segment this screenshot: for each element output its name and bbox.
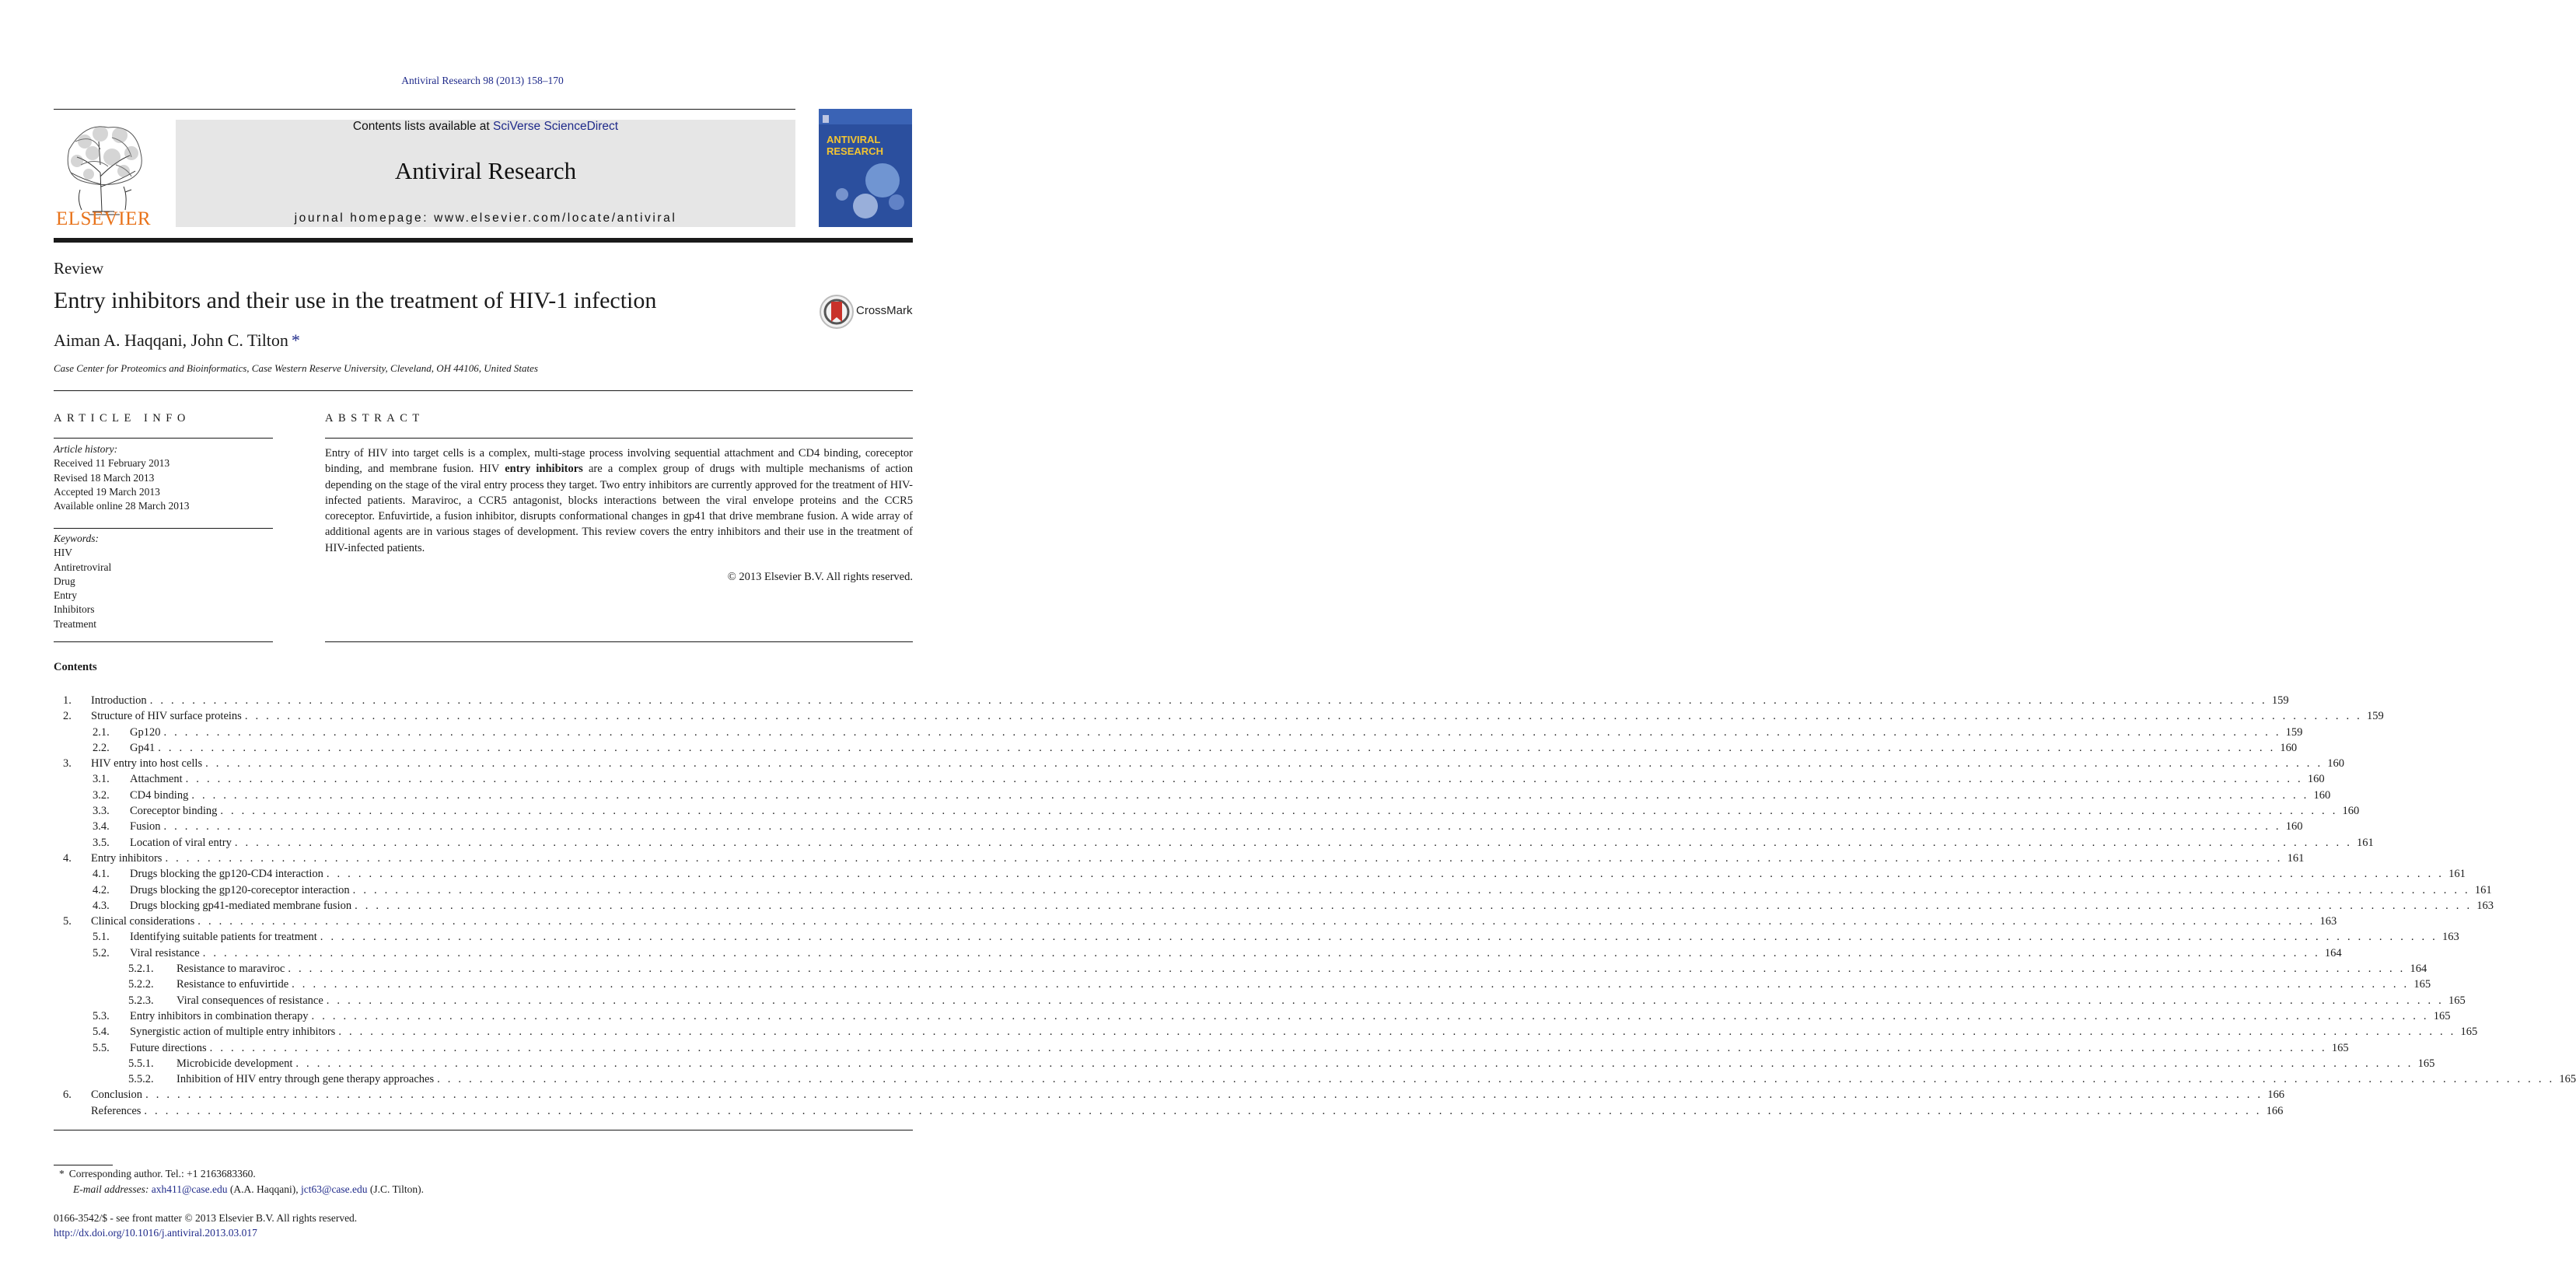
corresponding-footnote: * Corresponding author. Tel.: +1 2163683360. [59, 1168, 256, 1179]
article-authors [54, 330, 300, 351]
email-link-haqqani[interactable]: axh411@case.edu [151, 1183, 228, 1195]
toc-entry-title[interactable]: Synergistic action of multiple entry inhibitors [130, 1024, 338, 1040]
article-info-rule-mid [54, 528, 273, 529]
toc-entry-page: 164 [2320, 945, 2342, 961]
toc-entry-title[interactable]: HIV entry into host cells [91, 756, 205, 771]
toc-entry-number: 5.2.1. [128, 963, 154, 976]
toc-entry-title[interactable]: Drugs blocking the gp120-coreceptor interaction [130, 882, 353, 898]
toc-entry-title[interactable]: References [91, 1103, 144, 1119]
toc-entry-title[interactable]: Coreceptor binding [130, 803, 220, 819]
toc-entry-page: 165 [2444, 993, 2466, 1008]
toc-entry-number: 5.2.2. [128, 978, 154, 991]
article-type: Review [54, 259, 104, 278]
toc-leader-dots: . . . . . . . . . . . . . . . . . . . . . . . . . . . . . . . . . . . . . . . . . . . . . . . . . . . . . . . . . . . . . . . . . . . . . . . . . . . . . . . . . . . . . . . . . . . . . . . . . . . . . . . . . . . . . . . . . . . . . . . . . . . . . . . . . . . . . . . . . . . . . . . . . . . . . . . . . . . . . . . . . . . . . . . . . . . . . . . . . . . . . . . . . . . . . . . . . . . . . . . . [295, 1057, 2413, 1070]
keyword-item: Drug [54, 575, 75, 587]
toc-leader-dots: . . . . . . . . . . . . . . . . . . . . . . . . . . . . . . . . . . . . . . . . . . . . . . . . . . . . . . . . . . . . . . . . . . . . . . . . . . . . . . . . . . . . . . . . . . . . . . . . . . . . . . . . . . . . . . . . . . . . . . . . . . . . . . . . . . . . . . . . . . . . . . . . . . . . . . . . . . . . . . . . . . . . . . . . . . . . . . . . . . . . . . . . . . . . . . . . . . . . . . . . [163, 725, 2281, 739]
toc-entry-page: 160 [2281, 819, 2303, 834]
toc-leader-dots: . . . . . . . . . . . . . . . . . . . . . . . . . . . . . . . . . . . . . . . . . . . . . . . . . . . . . . . . . . . . . . . . . . . . . . . . . . . . . . . . . . . . . . . . . . . . . . . . . . . . . . . . . . . . . . . . . . . . . . . . . . . . . . . . . . . . . . . . . . . . . . . . . . . . . . . . . . . . . . . . . . . . . . . . . . . . . . . . . . . . . . . . . . . . . . . . . . . . . . . . [288, 963, 2406, 976]
article-info-heading: ARTICLE INFO [54, 412, 190, 425]
toc-entry-title[interactable]: Resistance to enfuvirtide [177, 977, 292, 992]
toc-entry[interactable] [54, 977, 2431, 992]
toc-entry-number: 1. [63, 694, 72, 707]
journal-title: Antiviral Research [394, 157, 577, 184]
abstract-bold-term: entry inhibitors [505, 463, 583, 476]
corresponding-author-mark[interactable]: * [291, 330, 300, 350]
toc-entry-number: 5.5.2. [128, 1073, 154, 1086]
toc-entry[interactable] [54, 1024, 2478, 1040]
toc-entry-title[interactable]: Resistance to maraviroc [177, 961, 288, 977]
toc-leader-dots: . . . . . . . . . . . . . . . . . . . . . . . . . . . . . . . . . . . . . . . . . . . . . . . . . . . . . . . . . . . . . . . . . . . . . . . . . . . . . . . . . . . . . . . . . . . . . . . . . . . . . . . . . . . . . . . . . . . . . . . . . . . . . . . . . . . . . . . . . . . . . . . . . . . . . . . . . . . . . . . . . . . . . . . . . . . . . . . . . . . . . . . . . . . . . . . . . . . . . . . . [158, 741, 2276, 754]
toc-entry-page: 163 [2472, 898, 2494, 914]
toc-entry[interactable] [54, 866, 2466, 882]
toc-entry[interactable] [54, 993, 2466, 1008]
toc-entry-number: 5.2. [93, 946, 110, 959]
toc-entry[interactable] [54, 898, 2494, 914]
toc-leader-dots: . . . . . . . . . . . . . . . . . . . . . . . . . . . . . . . . . . . . . . . . . . . . . . . . . . . . . . . . . . . . . . . . . . . . . . . . . . . . . . . . . . . . . . . . . . . . . . . . . . . . . . . . . . . . . . . . . . . . . . . . . . . . . . . . . . . . . . . . . . . . . . . . . . . . . . . . . . . . . . . . . . . . . . . . . . . . . . . . . . . . . . . . . . . . . . . . . . . . . . . . [145, 1089, 2263, 1102]
toc-entry-title[interactable]: Entry inhibitors in combination therapy [130, 1008, 312, 1024]
toc-entry[interactable] [54, 740, 2298, 756]
toc-leader-dots: . . . . . . . . . . . . . . . . . . . . . . . . . . . . . . . . . . . . . . . . . . . . . . . . . . . . . . . . . . . . . . . . . . . . . . . . . . . . . . . . . . . . . . . . . . . . . . . . . . . . . . . . . . . . . . . . . . . . . . . . . . . . . . . . . . . . . . . . . . . . . . . . . . . . . . . . . . . . . . . . . . . . . . . . . . . . . . . . . . . . . . . . . . . . . . . . . . . . . . . . [191, 788, 2309, 802]
toc-entry[interactable] [54, 835, 2374, 851]
toc-entry-number: 2.1. [93, 725, 110, 739]
author-affiliation: Case Center for Proteomics and Bioinformatics, Case Western Reserve University, Cleveland, OH 44106, United States [54, 362, 538, 374]
toc-entry-title[interactable]: Entry inhibitors [91, 851, 165, 866]
toc-leader-dots: . . . . . . . . . . . . . . . . . . . . . . . . . . . . . . . . . . . . . . . . . . . . . . . . . . . . . . . . . . . . . . . . . . . . . . . . . . . . . . . . . . . . . . . . . . . . . . . . . . . . . . . . . . . . . . . . . . . . . . . . . . . . . . . . . . . . . . . . . . . . . . . . . . . . . . . . . . . . . . . . . . . . . . . . . . . . . . . . . . . . . . . . . . . . . . . . . . . . . . . . [338, 1026, 2456, 1039]
article-info-rule-top [54, 438, 273, 439]
table-of-contents [54, 693, 2576, 1119]
toc-entry-page: 166 [2263, 1087, 2284, 1103]
toc-entry-number: 3.1. [93, 773, 110, 786]
toc-entry[interactable] [54, 851, 2305, 866]
toc-entry-number: 5. [63, 915, 72, 928]
crossmark-button[interactable] [819, 294, 916, 330]
toc-entry-number: 5.5.1. [128, 1057, 154, 1070]
toc-entry-number: 4. [63, 851, 72, 865]
toc-entry-number: 5.3. [93, 1009, 110, 1022]
toc-entry-title[interactable]: Structure of HIV surface proteins [91, 708, 245, 724]
toc-entry-page: 161 [2444, 866, 2466, 882]
abstract-heading: ABSTRACT [325, 412, 425, 425]
toc-entry-number: 4.3. [93, 899, 110, 912]
thick-header-rule [54, 238, 913, 243]
toc-entry-title[interactable]: Gp120 [130, 725, 163, 740]
keywords [54, 532, 111, 631]
history-online: Available online 28 March 2013 [54, 500, 190, 512]
toc-entry[interactable] [54, 1040, 2349, 1056]
toc-entry-title[interactable]: CD4 binding [130, 788, 191, 803]
toc-entry-title[interactable]: Future directions [130, 1040, 210, 1056]
toc-entry-title[interactable]: Fusion [130, 819, 164, 834]
article-title: Entry inhibitors and their use in the treatment of HIV-1 infection [54, 288, 657, 313]
toc-entry-title[interactable]: Viral resistance [130, 945, 203, 961]
toc-entry[interactable] [54, 1071, 2576, 1087]
toc-entry-page: 161 [2470, 882, 2492, 898]
toc-entry-number: 5.2.3. [128, 994, 154, 1007]
toc-entry-page: 159 [2267, 693, 2289, 708]
toc-entry-title[interactable]: Attachment [130, 771, 186, 787]
author-names: Aiman A. Haqqani, John C. Tilton [54, 330, 288, 350]
toc-leader-dots: . . . . . . . . . . . . . . . . . . . . . . . . . . . . . . . . . . . . . . . . . . . . . . . . . . . . . . . . . . . . . . . . . . . . . . . . . . . . . . . . . . . . . . . . . . . . . . . . . . . . . . . . . . . . . . . . . . . . . . . . . . . . . . . . . . . . . . . . . . . . . . . . . . . . . . . . . . . . . . . . . . . . . . . . . . . . . . . . . . . . . . . . . . . . . . . . . . . . . . . . [320, 931, 2438, 944]
keywords-label: Keywords: [54, 533, 99, 544]
toc-entry-page: 161 [2283, 851, 2305, 866]
toc-entry-page: 160 [2338, 803, 2360, 819]
toc-entry-number: 6. [63, 1089, 72, 1102]
toc-entry[interactable] [54, 945, 2342, 961]
history-received: Received 11 February 2013 [54, 457, 170, 470]
toc-leader-dots: . . . . . . . . . . . . . . . . . . . . . . . . . . . . . . . . . . . . . . . . . . . . . . . . . . . . . . . . . . . . . . . . . . . . . . . . . . . . . . . . . . . . . . . . . . . . . . . . . . . . . . . . . . . . . . . . . . . . . . . . . . . . . . . . . . . . . . . . . . . . . . . . . . . . . . . . . . . . . . . . . . . . . . . . . . . . . . . . . . . . . . . . . . . . . . . . . . . . . . . . [197, 915, 2316, 928]
toc-entry[interactable] [54, 1103, 2284, 1119]
toc-entry[interactable] [54, 1008, 2451, 1024]
toc-entry-page: 165 [2456, 1024, 2478, 1040]
crossmark-icon [819, 294, 855, 330]
toc-leader-dots: . . . . . . . . . . . . . . . . . . . . . . . . . . . . . . . . . . . . . . . . . . . . . . . . . . . . . . . . . . . . . . . . . . . . . . . . . . . . . . . . . . . . . . . . . . . . . . . . . . . . . . . . . . . . . . . . . . . . . . . . . . . . . . . . . . . . . . . . . . . . . . . . . . . . . . . . . . . . . . . . . . . . . . . . . . . . . . . . . . . . . . . . . . . . . . . . . . . . . . . . [311, 1009, 2429, 1022]
journal-citation[interactable]: Antiviral Research 98 (2013) 158–170 [401, 75, 564, 86]
cover-title-line2: RESEARCH [827, 145, 883, 157]
header-divider [54, 390, 913, 391]
elsevier-wordmark: ELSEVIER [55, 208, 152, 229]
toc-leader-dots: . . . . . . . . . . . . . . . . . . . . . . . . . . . . . . . . . . . . . . . . . . . . . . . . . . . . . . . . . . . . . . . . . . . . . . . . . . . . . . . . . . . . . . . . . . . . . . . . . . . . . . . . . . . . . . . . . . . . . . . . . . . . . . . . . . . . . . . . . . . . . . . . . . . . . . . . . . . . . . . . . . . . . . . . . . . . . . . . . . . . . . . . . . . . . . . . . . . . . . . . [326, 994, 2444, 1007]
toc-entry-number: 5.4. [93, 1026, 110, 1039]
toc-leader-dots: . . . . . . . . . . . . . . . . . . . . . . . . . . . . . . . . . . . . . . . . . . . . . . . . . . . . . . . . . . . . . . . . . . . . . . . . . . . . . . . . . . . . . . . . . . . . . . . . . . . . . . . . . . . . . . . . . . . . . . . . . . . . . . . . . . . . . . . . . . . . . . . . . . . . . . . . . . . . . . . . . . . . . . . . . . . . . . . . . . . . . . . . . . . . . . . . . . . . . . . . [163, 820, 2281, 833]
toc-leader-dots: . . . . . . . . . . . . . . . . . . . . . . . . . . . . . . . . . . . . . . . . . . . . . . . . . . . . . . . . . . . . . . . . . . . . . . . . . . . . . . . . . . . . . . . . . . . . . . . . . . . . . . . . . . . . . . . . . . . . . . . . . . . . . . . . . . . . . . . . . . . . . . . . . . . . . . . . . . . . . . . . . . . . . . . . . . . . . . . . . . . . . . . . . . . . . . . . . . . . . . . . [244, 710, 2362, 723]
toc-entry[interactable] [54, 756, 2345, 771]
toc-entry[interactable] [54, 1087, 2284, 1103]
toc-entry-page: 160 [2309, 788, 2331, 803]
journal-homepage[interactable]: journal homepage: www.elsevier.com/locate/antiviral [294, 211, 677, 225]
toc-leader-dots: . . . . . . . . . . . . . . . . . . . . . . . . . . . . . . . . . . . . . . . . . . . . . . . . . . . . . . . . . . . . . . . . . . . . . . . . . . . . . . . . . . . . . . . . . . . . . . . . . . . . . . . . . . . . . . . . . . . . . . . . . . . . . . . . . . . . . . . . . . . . . . . . . . . . . . . . . . . . . . . . . . . . . . . . . . . . . . . . . . . . . . . . . . . . . . . . . . . . . . . . [292, 978, 2410, 991]
keyword-item: Antiretroviral [54, 561, 112, 573]
journal-cover-image[interactable] [819, 109, 912, 227]
toc-entry-title[interactable]: Inhibition of HIV entry through gene therapy approaches [177, 1071, 437, 1087]
toc-entry-title[interactable]: Drugs blocking the gp120-CD4 interaction [130, 866, 327, 882]
email-footnote: E-mail addresses: axh411@case.edu (A.A. Haqqani), jct63@case.edu (J.C. Tilton). [73, 1183, 424, 1195]
toc-leader-dots: . . . . . . . . . . . . . . . . . . . . . . . . . . . . . . . . . . . . . . . . . . . . . . . . . . . . . . . . . . . . . . . . . . . . . . . . . . . . . . . . . . . . . . . . . . . . . . . . . . . . . . . . . . . . . . . . . . . . . . . . . . . . . . . . . . . . . . . . . . . . . . . . . . . . . . . . . . . . . . . . . . . . . . . . . . . . . . . . . . . . . . . . . . . . . . . . . . . . . . . . [205, 757, 2323, 771]
toc-entry-page: 165 [2554, 1071, 2576, 1087]
toc-leader-dots: . . . . . . . . . . . . . . . . . . . . . . . . . . . . . . . . . . . . . . . . . . . . . . . . . . . . . . . . . . . . . . . . . . . . . . . . . . . . . . . . . . . . . . . . . . . . . . . . . . . . . . . . . . . . . . . . . . . . . . . . . . . . . . . . . . . . . . . . . . . . . . . . . . . . . . . . . . . . . . . . . . . . . . . . . . . . . . . . . . . . . . . . . . . . . . . . . . . . . . . . [209, 1041, 2327, 1054]
toc-entry-page: 160 [2303, 771, 2325, 787]
toc-leader-dots: . . . . . . . . . . . . . . . . . . . . . . . . . . . . . . . . . . . . . . . . . . . . . . . . . . . . . . . . . . . . . . . . . . . . . . . . . . . . . . . . . . . . . . . . . . . . . . . . . . . . . . . . . . . . . . . . . . . . . . . . . . . . . . . . . . . . . . . . . . . . . . . . . . . . . . . . . . . . . . . . . . . . . . . . . . . . . . . . . . . . . . . . . . . . . . . . . . . . . . . . [355, 899, 2473, 912]
abstract-text: Entry of HIV into target cells is a complex, multi-stage process involving sequential attachment and CD4 binding, coreceptor binding, and membrane fusion. HIV entry inhibitors are a complex group of drugs with multiple mechanisms of action depending on the stage of the viral entry process they target. Two entry inhibitors are currently approved for the treatment of HIV-infected patients. Maraviroc, a CCR5 antagonist, blocks interactions between the viral envelope proteins and the CCR5 coreceptor. Enfuvirtide, a fusion inhibitor, disrupts conformational changes in gp41 that drive membrane fusion. A wide array of additional agents are in various stages of development. This review covers the entry inhibitors and their use in the treatment of HIV-infected patients. [325, 447, 913, 554]
toc-entry-number: 3. [63, 757, 72, 771]
toc-entry-number: 4.1. [93, 868, 110, 881]
toc-leader-dots: . . . . . . . . . . . . . . . . . . . . . . . . . . . . . . . . . . . . . . . . . . . . . . . . . . . . . . . . . . . . . . . . . . . . . . . . . . . . . . . . . . . . . . . . . . . . . . . . . . . . . . . . . . . . . . . . . . . . . . . . . . . . . . . . . . . . . . . . . . . . . . . . . . . . . . . . . . . . . . . . . . . . . . . . . . . . . . . . . . . . . . . . . . . . . . . . . . . . . . . . [165, 851, 2283, 865]
issn-line: 0166-3542/$ - see front matter © 2013 Elsevier B.V. All rights reserved. [54, 1212, 358, 1224]
toc-entry-page: 165 [2429, 1008, 2451, 1024]
email-link-tilton[interactable]: jct63@case.edu [301, 1183, 368, 1195]
toc-entry-page: 160 [2275, 740, 2297, 756]
toc-entry[interactable] [54, 929, 2459, 945]
toc-entry-title[interactable]: Microbicide development [177, 1056, 295, 1071]
sciencedirect-link[interactable]: SciVerse ScienceDirect [492, 120, 619, 133]
toc-entry-number: 3.3. [93, 805, 110, 818]
toc-leader-dots: . . . . . . . . . . . . . . . . . . . . . . . . . . . . . . . . . . . . . . . . . . . . . . . . . . . . . . . . . . . . . . . . . . . . . . . . . . . . . . . . . . . . . . . . . . . . . . . . . . . . . . . . . . . . . . . . . . . . . . . . . . . . . . . . . . . . . . . . . . . . . . . . . . . . . . . . . . . . . . . . . . . . . . . . . . . . . . . . . . . . . . . . . . . . . . . . . . . . . . . . [185, 773, 2303, 786]
toc-entry[interactable] [54, 788, 2331, 803]
toc-entry-title[interactable]: Location of viral entry [130, 835, 235, 851]
cover-title-line1: ANTIVIRAL [827, 134, 881, 145]
toc-entry-number: 5.5. [93, 1041, 110, 1054]
toc-entry-page: 160 [2323, 756, 2344, 771]
toc-entry-page: 159 [2362, 708, 2384, 724]
toc-leader-dots: . . . . . . . . . . . . . . . . . . . . . . . . . . . . . . . . . . . . . . . . . . . . . . . . . . . . . . . . . . . . . . . . . . . . . . . . . . . . . . . . . . . . . . . . . . . . . . . . . . . . . . . . . . . . . . . . . . . . . . . . . . . . . . . . . . . . . . . . . . . . . . . . . . . . . . . . . . . . . . . . . . . . . . . . . . . . . . . . . . . . . . . . . . . . . . . . . . . . . . . . [149, 694, 2267, 707]
history-accepted: Accepted 19 March 2013 [54, 485, 160, 498]
toc-entry-title[interactable]: Viral consequences of resistance [177, 993, 327, 1008]
toc-entry-number: 3.4. [93, 820, 110, 833]
keyword-item: Entry [54, 589, 77, 602]
toc-entry-title[interactable]: Identifying suitable patients for treatment [130, 929, 320, 945]
history-label: Article history: [54, 443, 118, 455]
toc-entry-number: 3.2. [93, 788, 110, 802]
toc-entry[interactable] [54, 693, 2289, 708]
toc-entry[interactable] [54, 882, 2492, 898]
toc-entry-title[interactable]: Conclusion [91, 1087, 145, 1103]
toc-entry-page: 166 [2262, 1103, 2284, 1119]
toc-entry[interactable] [54, 1056, 2435, 1071]
toc-entry-title[interactable]: Introduction [91, 693, 150, 708]
toc-leader-dots: . . . . . . . . . . . . . . . . . . . . . . . . . . . . . . . . . . . . . . . . . . . . . . . . . . . . . . . . . . . . . . . . . . . . . . . . . . . . . . . . . . . . . . . . . . . . . . . . . . . . . . . . . . . . . . . . . . . . . . . . . . . . . . . . . . . . . . . . . . . . . . . . . . . . . . . . . . . . . . . . . . . . . . . . . . . . . . . . . . . . . . . . . . . . . . . . . . . . . . . . [202, 946, 2320, 959]
toc-leader-dots: . . . . . . . . . . . . . . . . . . . . . . . . . . . . . . . . . . . . . . . . . . . . . . . . . . . . . . . . . . . . . . . . . . . . . . . . . . . . . . . . . . . . . . . . . . . . . . . . . . . . . . . . . . . . . . . . . . . . . . . . . . . . . . . . . . . . . . . . . . . . . . . . . . . . . . . . . . . . . . . . . . . . . . . . . . . . . . . . . . . . . . . . . . . . . . . . . . . . . . . . [234, 836, 2353, 849]
toc-entry-number: 2.2. [93, 741, 110, 754]
keyword-item: HIV [54, 547, 72, 559]
contents-availability: Contents lists available at SciVerse ScienceDirect [352, 120, 619, 133]
history-revised: Revised 18 March 2013 [54, 471, 155, 484]
abstract-copyright: © 2013 Elsevier B.V. All rights reserved. [727, 571, 913, 583]
toc-entry-page: 165 [2413, 1056, 2435, 1071]
contents-heading: Contents [54, 661, 97, 673]
crossmark-label: CrossMark [856, 304, 913, 317]
toc-entry[interactable] [54, 725, 2303, 740]
toc-entry[interactable] [54, 771, 2325, 787]
toc-leader-dots: . . . . . . . . . . . . . . . . . . . . . . . . . . . . . . . . . . . . . . . . . . . . . . . . . . . . . . . . . . . . . . . . . . . . . . . . . . . . . . . . . . . . . . . . . . . . . . . . . . . . . . . . . . . . . . . . . . . . . . . . . . . . . . . . . . . . . . . . . . . . . . . . . . . . . . . . . . . . . . . . . . . . . . . . . . . . . . . . . . . . . . . . . . . . . . . . . . . . . . . . [437, 1073, 2555, 1086]
toc-entry-title[interactable]: Clinical considerations [91, 914, 197, 929]
keyword-item: Treatment [54, 617, 96, 630]
toc-entry-number: 3.5. [93, 836, 110, 849]
toc-entry-title[interactable]: Gp41 [130, 740, 158, 756]
toc-leader-dots: . . . . . . . . . . . . . . . . . . . . . . . . . . . . . . . . . . . . . . . . . . . . . . . . . . . . . . . . . . . . . . . . . . . . . . . . . . . . . . . . . . . . . . . . . . . . . . . . . . . . . . . . . . . . . . . . . . . . . . . . . . . . . . . . . . . . . . . . . . . . . . . . . . . . . . . . . . . . . . . . . . . . . . . . . . . . . . . . . . . . . . . . . . . . . . . . . . . . . . . . [220, 805, 2338, 818]
toc-entry-page: 159 [2281, 725, 2303, 740]
toc-entry[interactable] [54, 708, 2384, 724]
abstract-rule-bottom [325, 641, 913, 642]
toc-entry-page: 163 [2438, 929, 2459, 945]
abstract-rule-top [325, 438, 913, 439]
toc-entry-number: 2. [63, 710, 72, 723]
keyword-item: Inhibitors [54, 603, 95, 616]
toc-leader-dots: . . . . . . . . . . . . . . . . . . . . . . . . . . . . . . . . . . . . . . . . . . . . . . . . . . . . . . . . . . . . . . . . . . . . . . . . . . . . . . . . . . . . . . . . . . . . . . . . . . . . . . . . . . . . . . . . . . . . . . . . . . . . . . . . . . . . . . . . . . . . . . . . . . . . . . . . . . . . . . . . . . . . . . . . . . . . . . . . . . . . . . . . . . . . . . . . . . . . . . . . [326, 868, 2445, 881]
elsevier-logo [54, 118, 153, 227]
toc-entry-page: 163 [2315, 914, 2337, 929]
toc-entry-title[interactable]: Drugs blocking gp41-mediated membrane fusion [130, 898, 355, 914]
toc-entry-page: 164 [2406, 961, 2427, 977]
toc-leader-dots: . . . . . . . . . . . . . . . . . . . . . . . . . . . . . . . . . . . . . . . . . . . . . . . . . . . . . . . . . . . . . . . . . . . . . . . . . . . . . . . . . . . . . . . . . . . . . . . . . . . . . . . . . . . . . . . . . . . . . . . . . . . . . . . . . . . . . . . . . . . . . . . . . . . . . . . . . . . . . . . . . . . . . . . . . . . . . . . . . . . . . . . . . . . . . . . . . . . . . . . . [352, 883, 2470, 896]
toc-entry-page: 165 [2327, 1040, 2349, 1056]
toc-leader-dots: . . . . . . . . . . . . . . . . . . . . . . . . . . . . . . . . . . . . . . . . . . . . . . . . . . . . . . . . . . . . . . . . . . . . . . . . . . . . . . . . . . . . . . . . . . . . . . . . . . . . . . . . . . . . . . . . . . . . . . . . . . . . . . . . . . . . . . . . . . . . . . . . . . . . . . . . . . . . . . . . . . . . . . . . . . . . . . . . . . . . . . . . . . . . . . . . . . . . . . . . [144, 1104, 2262, 1117]
toc-entry[interactable] [54, 961, 2427, 977]
article-history [54, 442, 189, 513]
toc-entry-number: 5.1. [93, 931, 110, 944]
toc-entry-page: 161 [2352, 835, 2374, 851]
journal-banner [176, 120, 795, 227]
article-info-rule-bottom [54, 641, 273, 642]
toc-entry[interactable] [54, 803, 2360, 819]
toc-entry[interactable] [54, 914, 2337, 929]
toc-entry-number: 4.2. [93, 883, 110, 896]
toc-entry-page: 165 [2409, 977, 2431, 992]
top-rule [54, 109, 795, 110]
toc-entry[interactable] [54, 819, 2303, 834]
doi-link[interactable]: http://dx.doi.org/10.1016/j.antiviral.2013.03.017 [54, 1227, 257, 1239]
